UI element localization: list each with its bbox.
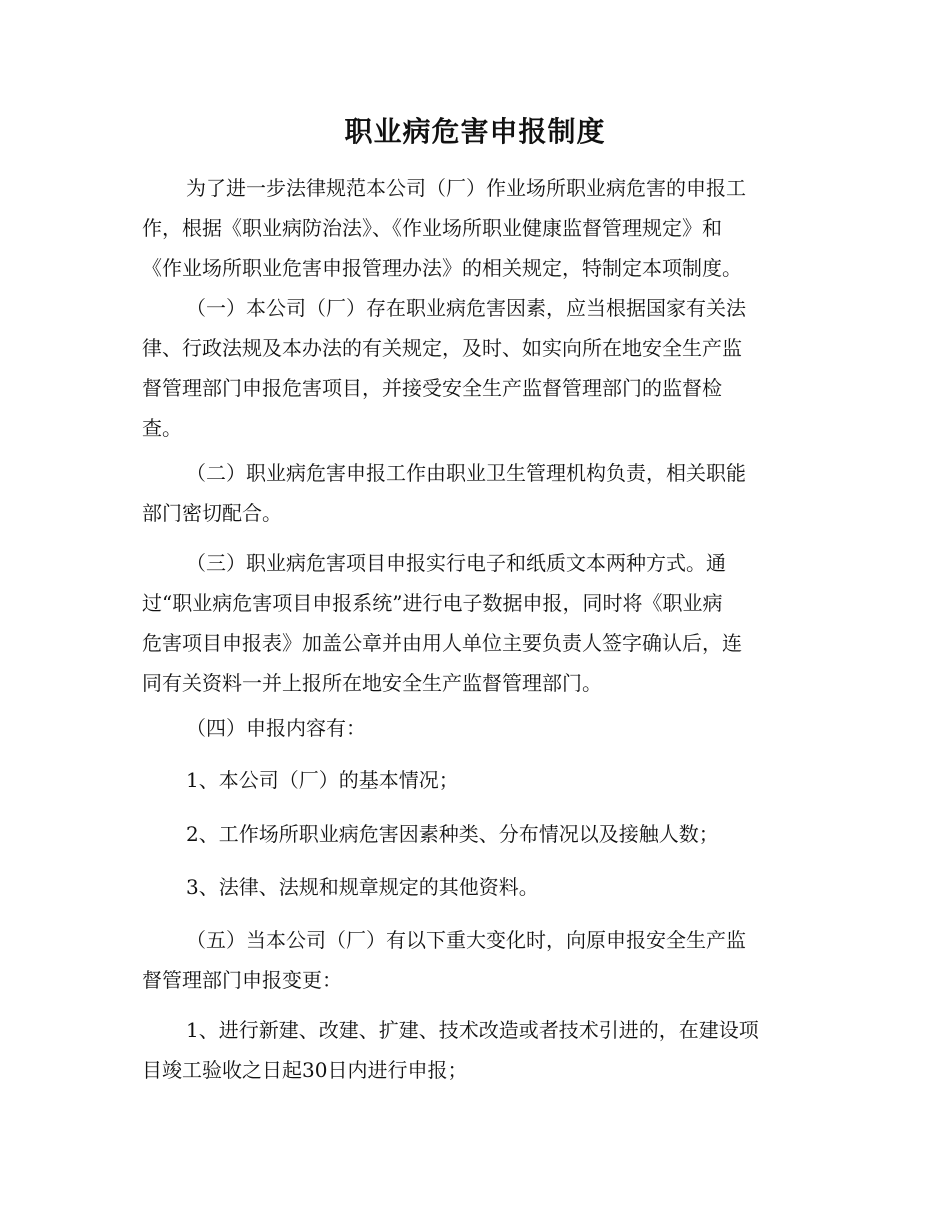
- section-1-line-1: （一）本公司（厂）存在职业病危害因素，应当根据国家有关法: [186, 296, 746, 320]
- section-5-line-2: 督管理部门申报变更：: [142, 968, 342, 992]
- section-5-item-1-line-2: 目竣工验收之日起30日内进行申报；: [142, 1058, 468, 1082]
- section-1-line-3: 督管理部门申报危害项目，并接受安全生产监督管理部门的监督检: [142, 376, 722, 400]
- section-4-item-3: 3、法律、法规和规章规定的其他资料。: [186, 875, 539, 899]
- intro-line-3: 《作业场所职业危害申报管理办法》的相关规定，特制定本项制度。: [142, 256, 742, 280]
- section-2-paragraph: [142, 453, 810, 533]
- section-5-item-1-line-1: 1、进行新建、改建、扩建、技术改造或者技术引进的，在建设项: [186, 1018, 759, 1042]
- section-3-line-2: 过“职业病危害项目申报系统”进行电子数据申报，同时将《职业病: [142, 591, 723, 615]
- section-1-line-4: 查。: [142, 416, 182, 440]
- section-3-paragraph: [142, 543, 810, 703]
- section-5-paragraph: [142, 920, 810, 1000]
- intro-paragraph: [142, 168, 810, 288]
- section-2-line-1: （二）职业病危害申报工作由职业卫生管理机构负责，相关职能: [186, 461, 746, 485]
- section-3-line-4: 同有关资料一并上报所在地安全生产监督管理部门。: [142, 671, 602, 695]
- section-2-line-2: 部门密切配合。: [142, 501, 282, 525]
- document-title: 职业病危害申报制度: [344, 115, 606, 148]
- section-5-item-1: [142, 1010, 810, 1090]
- section-4-item-1: 1、本公司（厂）的基本情况；: [186, 768, 459, 792]
- section-1-paragraph: [142, 288, 810, 448]
- section-4-heading: （四）申报内容有：: [186, 716, 366, 740]
- section-3-line-3: 危害项目申报表》加盖公章并由用人单位主要负责人签字确认后，连: [142, 631, 742, 655]
- intro-line-2: 作，根据《职业病防治法》、《作业场所职业健康监督管理规定》和: [142, 216, 722, 240]
- section-3-line-1: （三）职业病危害项目申报实行电子和纸质文本两种方式。通: [186, 551, 726, 575]
- intro-line-1: 为了进一步法律规范本公司（厂）作业场所职业病危害的申报工: [186, 176, 746, 200]
- section-4-item-2: 2、工作场所职业病危害因素种类、分布情况以及接触人数；: [186, 822, 719, 846]
- section-1-line-2: 律、行政法规及本办法的有关规定，及时、如实向所在地安全生产监: [142, 336, 742, 360]
- section-5-line-1: （五）当本公司（厂）有以下重大变化时，向原申报安全生产监: [186, 928, 746, 952]
